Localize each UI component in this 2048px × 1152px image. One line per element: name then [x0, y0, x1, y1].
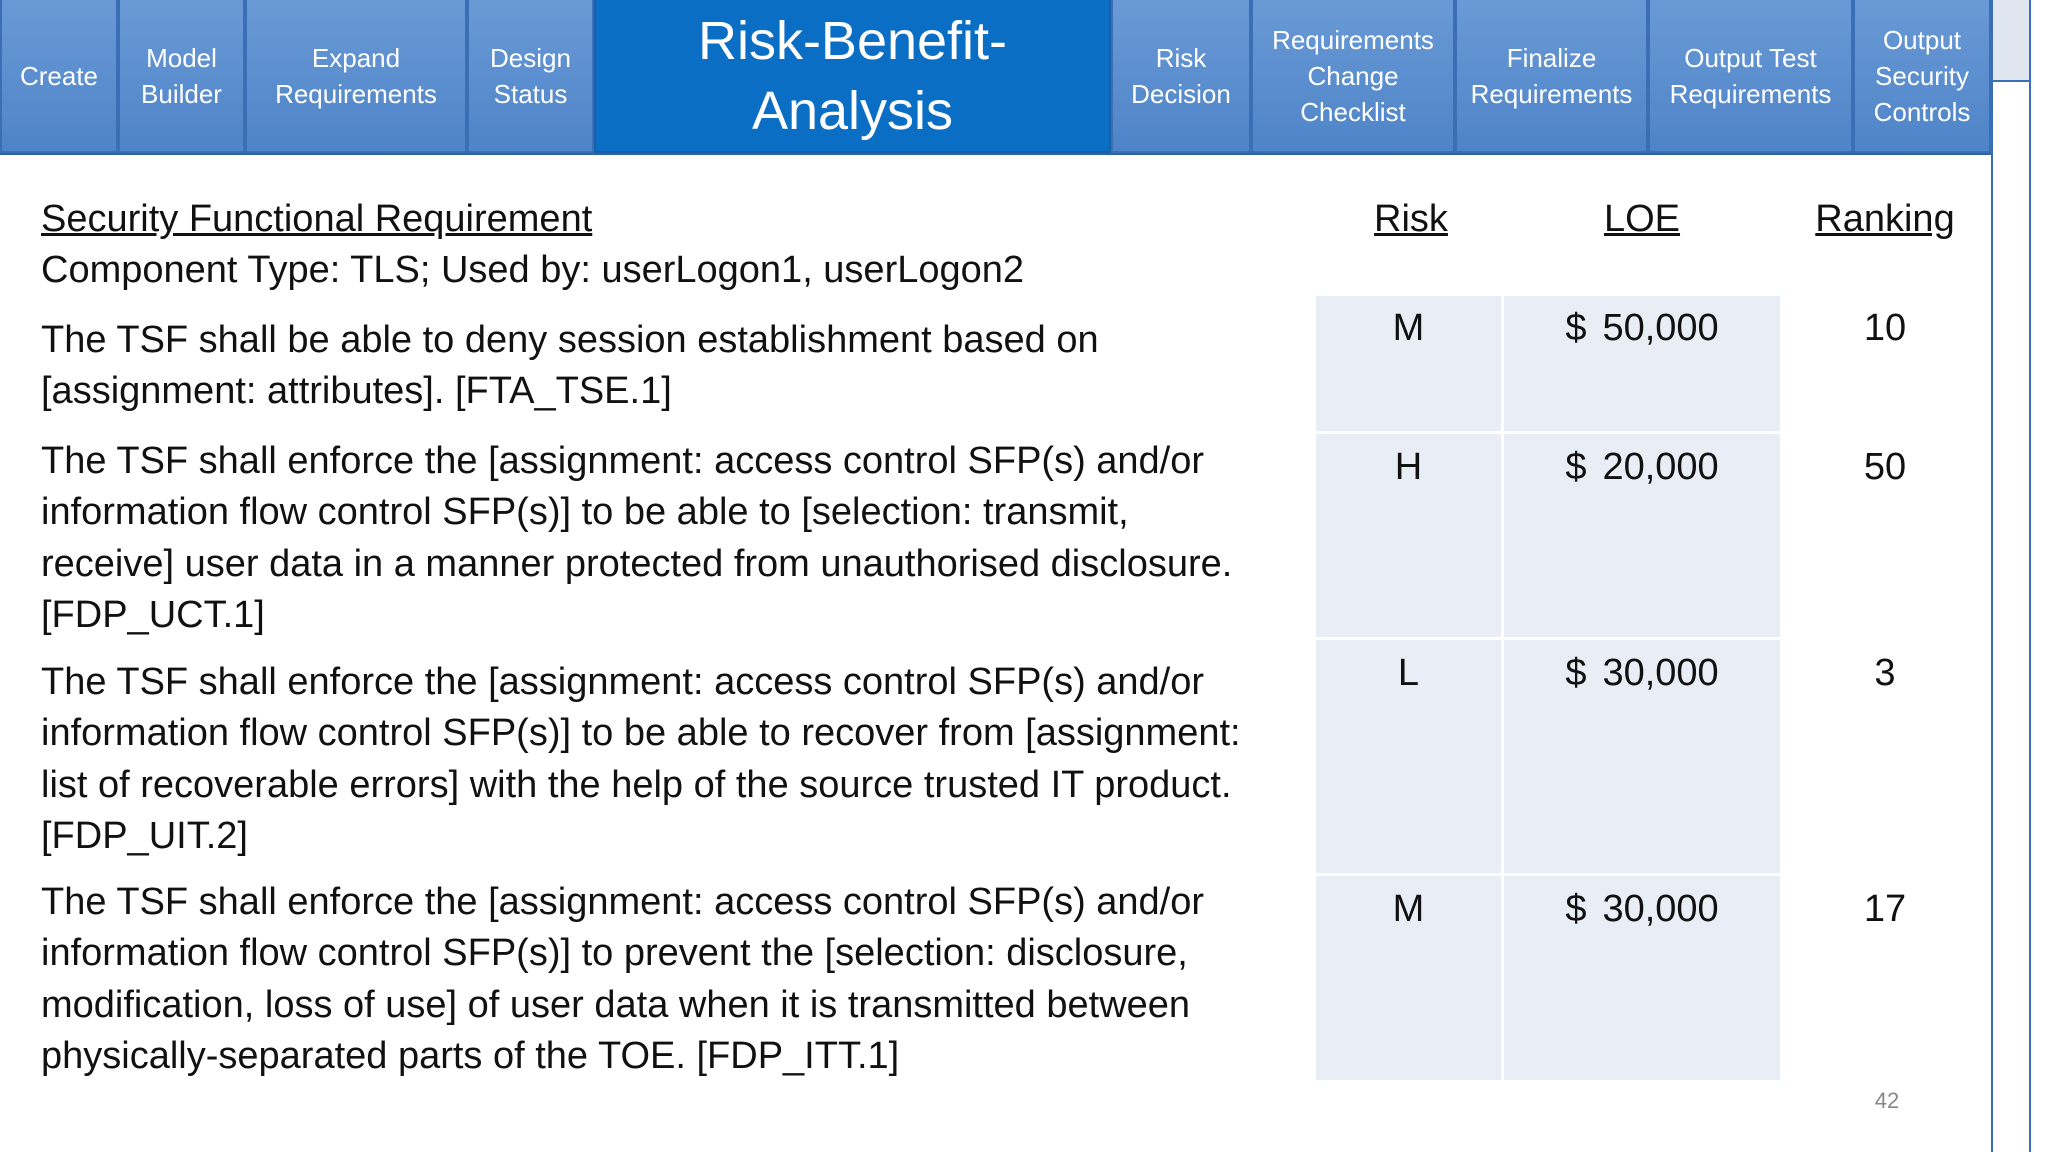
- risk-cell: M: [1392, 307, 1425, 349]
- ranking-cell: 3: [1874, 652, 1896, 694]
- tab-finalize-requirements[interactable]: Finalize Requirements: [1455, 0, 1648, 153]
- currency-symbol: $: [1565, 888, 1587, 930]
- ranking-cell: 50: [1863, 446, 1907, 488]
- page-number: 42: [1874, 1088, 1900, 1113]
- requirement-text-fdp-itt-1: The TSF shall enforce the [assignment: access control SFP(s) and/or information flow control SFP(s)] to prevent the [selection: disclosure, modification, loss of use] of user data when it is transmitted between physically-separated parts of the TOE. [FDP_ITT.1]: [41, 881, 1205, 1077]
- section-title: Security Functional Requirement: [41, 198, 593, 240]
- row-divider: [1316, 637, 1780, 640]
- loe-value: 30,000: [1602, 888, 1719, 930]
- loe-cell: [1504, 296, 1780, 353]
- side-scroll-panel[interactable]: [1991, 0, 2031, 1152]
- tab-output-security-controls[interactable]: Output Security Controls: [1853, 0, 1991, 153]
- loe-value: 30,000: [1602, 652, 1719, 694]
- workflow-tab-bar: [0, 0, 1991, 155]
- loe-value: 50,000: [1602, 307, 1719, 349]
- tab-create[interactable]: Create: [0, 0, 118, 153]
- requirement-text-fdp-uct-1: The TSF shall enforce the [assignment: access control SFP(s) and/or information flow control SFP(s)] to be able to [selection: transmit, receive] user data in a manner protected from unauthorised disclosure. [FDP_UCT.1]: [41, 440, 1233, 636]
- column-header-risk: Risk: [1374, 198, 1448, 240]
- tab-risk-decision[interactable]: Risk Decision: [1111, 0, 1251, 153]
- ranking-cell: 10: [1863, 307, 1907, 349]
- currency-symbol: $: [1565, 652, 1587, 694]
- tab-design-status[interactable]: Design Status: [467, 0, 594, 153]
- loe-cell: [1504, 877, 1780, 934]
- risk-cell: M: [1392, 888, 1425, 930]
- loe-value: 20,000: [1602, 446, 1719, 488]
- requirement-text-fta-tse-1: The TSF shall be able to deny session establishment based on [assignment: attributes]. [FTA_TSE.1]: [41, 319, 1099, 413]
- tab-requirements-change-checklist[interactable]: Requirements Change Checklist: [1251, 0, 1455, 153]
- risk-cell: L: [1397, 652, 1420, 694]
- tab-risk-benefit-analysis[interactable]: Risk-Benefit- Analysis: [594, 0, 1111, 153]
- tab-output-test-requirements[interactable]: Output Test Requirements: [1648, 0, 1853, 153]
- column-header-loe: LOE: [1603, 198, 1681, 240]
- tab-expand-requirements[interactable]: Expand Requirements: [245, 0, 467, 153]
- ranking-cell: 17: [1863, 888, 1907, 930]
- row-divider: [1316, 873, 1780, 876]
- component-type-line: Component Type: TLS; Used by: userLogon1, userLogon2: [41, 249, 1025, 291]
- tab-model-builder[interactable]: Model Builder: [118, 0, 245, 153]
- currency-symbol: $: [1565, 446, 1587, 488]
- currency-symbol: $: [1565, 307, 1587, 349]
- column-header-ranking: Ranking: [1815, 198, 1955, 240]
- loe-cell: [1504, 435, 1780, 492]
- scroll-handle[interactable]: [1993, 0, 2029, 82]
- loe-cell: [1504, 641, 1780, 698]
- row-divider: [1316, 431, 1780, 434]
- requirement-text-fdp-uit-2: The TSF shall enforce the [assignment: access control SFP(s) and/or information flow control SFP(s)] to be able to recover from [assignment: list of recoverable errors] with the help of the source trusted IT product. [FDP_UIT.2]: [41, 661, 1241, 857]
- risk-cell: H: [1394, 446, 1423, 488]
